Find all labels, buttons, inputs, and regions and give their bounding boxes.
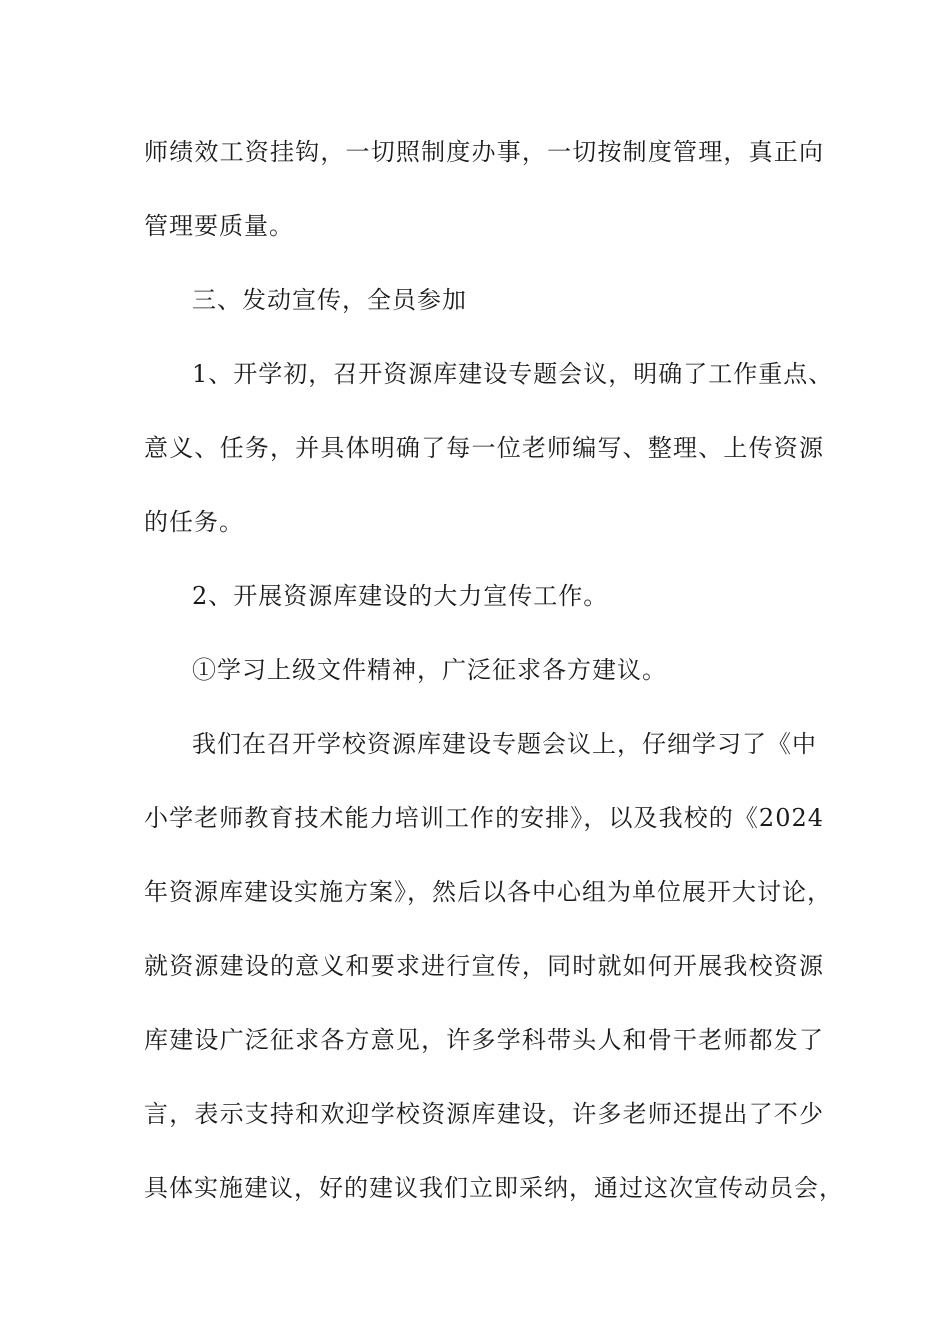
text-line: 言，表示支持和欢迎学校资源库建设，许多老师还提出了不少: [144, 1100, 824, 1128]
text-line: 的任务。: [144, 508, 244, 536]
section-heading: 三、发动宣传，全员参加: [192, 286, 467, 314]
text-line: 意义、任务，并具体明确了每一位老师编写、整理、上传资源: [144, 434, 824, 462]
text-line: 具体实施建议，好的建议我们立即采纳，通过这次宣传动员会，: [144, 1174, 844, 1202]
list-item: 1、开学初，召开资源库建设专题会议，明确了工作重点、: [192, 360, 834, 388]
text-line: 库建设广泛征求各方意见，许多学科带头人和骨干老师都发了: [144, 1026, 824, 1054]
list-item: 2、开展资源库建设的大力宣传工作。: [192, 582, 609, 610]
text-line: 就资源建设的意义和要求进行宣传，同时就如何开展我校资源: [144, 952, 824, 980]
text-line: 小学老师教育技术能力培训工作的安排》，以及我校的《2024: [144, 804, 824, 832]
text-line: 管理要质量。: [144, 212, 294, 240]
list-item: ①学习上级文件精神，广泛征求各方建议。: [192, 656, 667, 684]
paragraph-start: 我们在召开学校资源库建设专题会议上，仔细学习了《中: [192, 730, 817, 758]
text-line: 师绩效工资挂钩，一切照制度办事，一切按制度管理，真正向: [144, 138, 824, 166]
text-line: 年资源库建设实施方案》，然后以各中心组为单位展开大讨论，: [144, 878, 832, 906]
